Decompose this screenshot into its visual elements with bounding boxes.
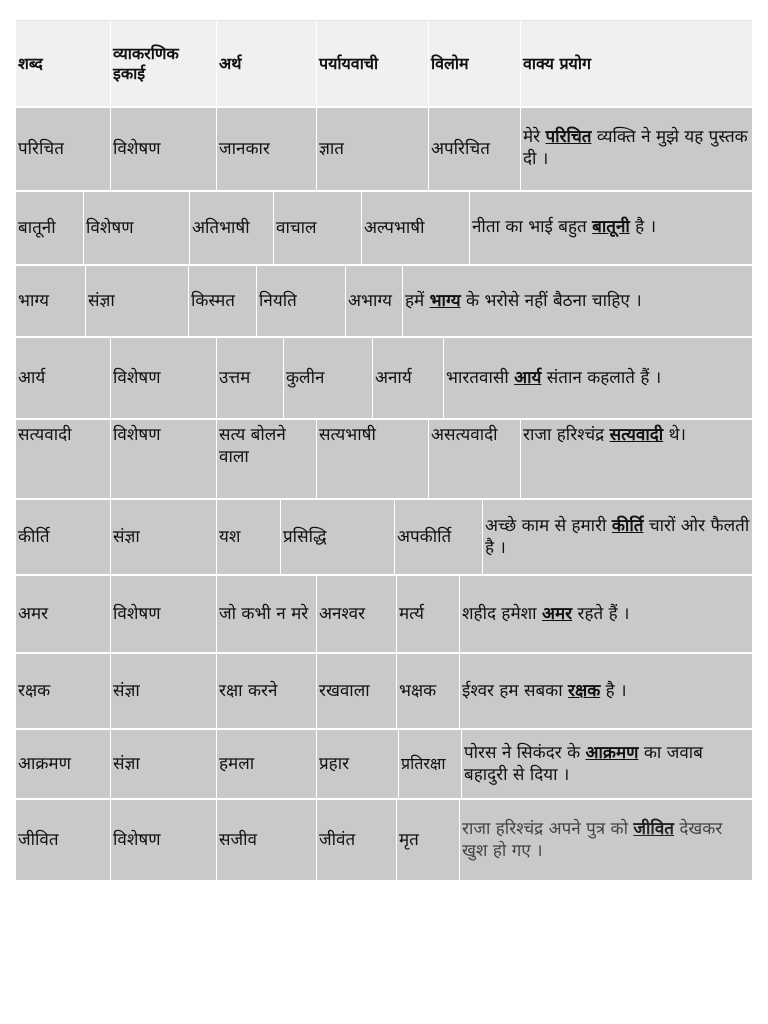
table-row [16, 728, 752, 798]
cell-sentence [461, 730, 752, 798]
cell-meaning: रक्षा करने [216, 654, 316, 728]
table-row [16, 264, 752, 336]
table-row [16, 418, 752, 498]
cell-sentence [402, 266, 752, 336]
sentence-text: भारतवासी [446, 368, 515, 388]
cell-sentence [459, 800, 748, 880]
sentence-text: मेरे [523, 127, 546, 147]
sentence-keyword: बातूनी [592, 217, 630, 237]
sentence-keyword: अमर [541, 604, 573, 624]
header-word: शब्द [18, 53, 43, 73]
cell-meaning: जानकार [216, 108, 316, 190]
cell-antonym: अपरिचित [428, 108, 520, 190]
cell-word: बातूनी [18, 218, 56, 238]
cell-word: भाग्य [18, 291, 49, 311]
sentence-keyword: परिचित [545, 127, 592, 147]
sentence-text: राजा हरिश्चंद्र [523, 425, 610, 445]
cell-sentence [520, 420, 752, 498]
sentence-keyword: रक्षक [568, 681, 601, 701]
sentence-keyword: सत्यवादी [609, 425, 664, 445]
sentence-text: संतान कहलाते हैं । [541, 368, 662, 388]
cell-word: रक्षक [18, 681, 51, 701]
sentence-text: का जवाब बहादुरी से दिया । [464, 743, 703, 785]
cell-grammar: संज्ञा [110, 500, 216, 574]
sentence-keyword: भाग्य [429, 291, 461, 311]
cell-synonym: रखवाला [316, 654, 396, 728]
cell-sentence [482, 500, 752, 574]
cell-sentence [469, 192, 752, 264]
sentence-text: रहते हैं । [572, 604, 630, 624]
sentence-text: व्यक्ति ने मुझे यह पुस्तक दी । [523, 127, 748, 169]
sentence-text: है । [600, 681, 627, 701]
sentence-text: अच्छे काम से हमारी [485, 516, 612, 536]
cell-sentence [459, 576, 752, 652]
cell-word: परिचित [18, 139, 64, 159]
sentence-keyword: जीवित [633, 819, 674, 839]
sentence-text: थे। [663, 425, 686, 445]
table-row [16, 574, 752, 652]
cell-antonym: अनार्य [372, 338, 443, 418]
vocabulary-table [16, 20, 752, 880]
cell-grammar: संज्ञा [110, 654, 216, 728]
cell-sentence [443, 338, 673, 418]
cell-synonym: प्रहार [316, 730, 398, 798]
cell-antonym: प्रतिरक्षा [398, 730, 461, 798]
cell-grammar: विशेषण [110, 338, 216, 418]
table-row [16, 190, 752, 264]
cell-antonym: अपकीर्ति [394, 500, 482, 574]
cell-meaning: जो कभी न मरे [216, 576, 316, 652]
cell-meaning: अतिभाषी [189, 192, 273, 264]
sentence-text: ईश्वर हम सबका [462, 681, 569, 701]
cell-word: आर्य [18, 368, 46, 388]
header-grammar-unit: व्याकरणिक इकाई [110, 21, 216, 106]
table-row [16, 106, 752, 190]
cell-grammar: विशेषण [110, 108, 216, 190]
header-antonym: विलोम [428, 21, 520, 106]
table-row [16, 336, 752, 418]
sentence-text: है । [629, 217, 657, 237]
sentence-text: चारों ओर फैलती है । [485, 516, 750, 558]
table-row [16, 652, 752, 728]
sentence-text: पोरस ने सिकंदर के [464, 743, 586, 763]
cell-synonym: प्रसिद्धि [280, 500, 394, 574]
sentence-keyword: आक्रमण [585, 743, 639, 763]
sentence-text: शहीद हमेशा [462, 604, 542, 624]
sentence-text: हमें [405, 291, 430, 311]
sentence-keyword: आर्य [514, 368, 542, 388]
cell-antonym: मृत [396, 800, 459, 880]
cell-grammar: विशेषण [110, 800, 216, 880]
cell-grammar: संज्ञा [85, 266, 188, 336]
header-meaning: अर्थ [216, 21, 316, 106]
cell-sentence [520, 108, 752, 190]
cell-synonym: नियति [256, 266, 345, 336]
cell-meaning: सजीव [216, 800, 316, 880]
cell-meaning: किस्मत [188, 266, 256, 336]
table-row [16, 498, 752, 574]
cell-meaning: हमला [216, 730, 316, 798]
cell-antonym: भक्षक [396, 654, 459, 728]
cell-grammar: संज्ञा [110, 730, 216, 798]
cell-synonym: सत्यभाषी [316, 420, 428, 498]
cell-sentence [459, 654, 752, 728]
cell-synonym: ज्ञात [316, 108, 428, 190]
cell-antonym: मर्त्य [396, 576, 459, 652]
cell-synonym: जीवंत [316, 800, 396, 880]
cell-antonym: अल्पभाषी [361, 192, 469, 264]
cell-grammar: विशेषण [110, 420, 216, 498]
cell-grammar: विशेषण [83, 192, 189, 264]
table-header-row [16, 20, 752, 106]
sentence-text: के भरोसे नहीं बैठना चाहिए । [460, 291, 642, 311]
header-sentence-usage: वाक्य प्रयोग [520, 21, 752, 106]
cell-antonym: असत्यवादी [428, 420, 520, 498]
cell-meaning: सत्य बोलने वाला [216, 420, 316, 498]
sentence-text: देखकर खुश हो गए । [462, 819, 723, 861]
sentence-text: राजा हरिश्चंद्र अपने पुत्र को [462, 819, 634, 839]
cell-word: आक्रमण [18, 754, 71, 774]
cell-meaning: उत्तम [216, 338, 283, 418]
cell-synonym: कुलीन [283, 338, 372, 418]
cell-grammar: विशेषण [110, 576, 216, 652]
cell-word: जीवित [18, 830, 59, 850]
cell-meaning: यश [216, 500, 280, 574]
cell-synonym: वाचाल [273, 192, 361, 264]
cell-antonym: अभाग्य [345, 266, 402, 336]
table-row [16, 798, 752, 880]
cell-word: अमर [18, 604, 49, 624]
header-synonym: पर्यायवाची [316, 21, 428, 106]
cell-synonym: अनश्वर [316, 576, 396, 652]
cell-word: कीर्ति [18, 527, 50, 547]
sentence-text: नीता का भाई बहुत [472, 217, 593, 237]
sentence-keyword: कीर्ति [611, 516, 644, 536]
cell-word: सत्यवादी [18, 425, 72, 445]
